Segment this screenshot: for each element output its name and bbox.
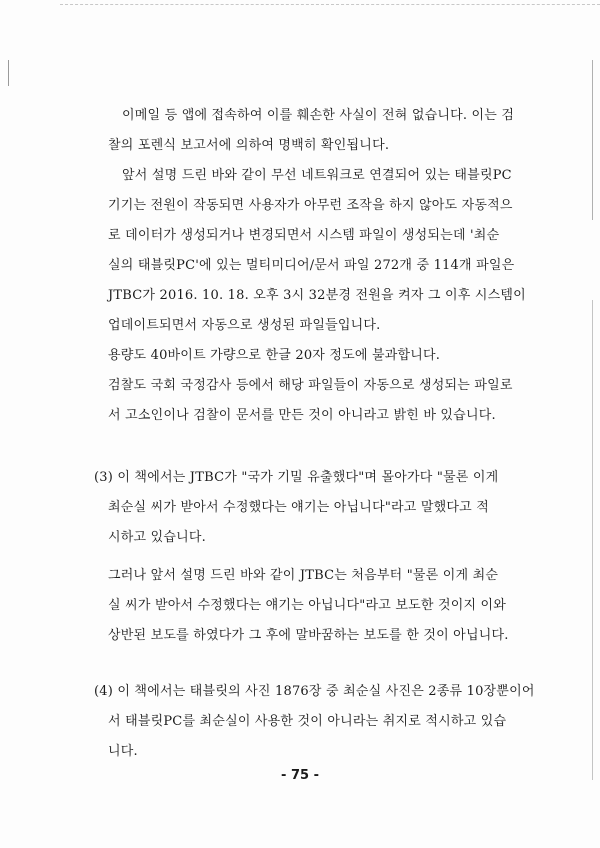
body-line: 실 씨가 받아서 수정했다는 얘기는 아닙니다"라고 보도한 것이지 이와 (108, 598, 507, 613)
body-line: JTBC가 2016. 10. 18. 오후 3시 32분경 전원을 켜자 그 이후 시스템이 (108, 288, 526, 303)
list-item-line: (4) 이 책에서는 태블릿의 사진 1876장 중 최순실 사진은 2종류 10장뿐이어 (94, 684, 535, 699)
body-line: 앞서 설명 드린 바와 같이 무선 네트워크로 연결되어 있는 태블릿PC (122, 168, 512, 183)
page-number: - 75 - (281, 768, 319, 783)
list-item-line: 시하고 있습니다. (108, 530, 206, 545)
left-margin-mark (8, 60, 9, 86)
list-item-line: 최순실 씨가 받아서 수정했다는 얘기는 아닙니다"라고 말했다고 적 (108, 500, 489, 515)
body-line: 이메일 등 앱에 접속하여 이를 훼손한 사실이 전혀 없습니다. 이는 검 (122, 108, 515, 123)
list-item-line: 니다. (108, 744, 138, 759)
body-line: 기기는 전원이 작동되면 사용자가 아무런 조작을 하지 않아도 자동적으 (108, 198, 513, 213)
body-line: 찰의 포렌식 보고서에 의하여 명백히 확인됩니다. (108, 138, 390, 153)
body-line: 서 고소인이나 검찰이 문서를 만든 것이 아니라고 밝힌 바 있습니다. (108, 408, 496, 423)
body-line: 상반된 보도를 하였다가 그 후에 말바꿈하는 보도를 한 것이 아닙니다. (108, 628, 509, 643)
right-margin-mark-lower (592, 300, 593, 780)
list-item-line: (3) 이 책에서는 JTBC가 "국가 기밀 유출했다"며 몰아가다 "물론 이게 (94, 470, 499, 485)
list-item-line: 서 태블릿PC를 최순실이 사용한 것이 아니라는 취지로 적시하고 있습 (108, 714, 507, 729)
body-line: 로 데이터가 생성되거나 변경되면서 시스템 파일이 생성되는데 '최순 (108, 228, 500, 243)
right-margin-mark (592, 60, 593, 220)
body-line: 검찰도 국회 국정감사 등에서 해당 파일들이 자동으로 생성되는 파일로 (108, 378, 513, 393)
top-scan-edge (60, 4, 600, 5)
body-line: 업데이트되면서 자동으로 생성된 파일들입니다. (108, 318, 381, 333)
body-line: 그러나 앞서 설명 드린 바와 같이 JTBC는 처음부터 "물론 이게 최순 (108, 568, 499, 583)
body-line: 실의 태블릿PC'에 있는 멀티미디어/문서 파일 272개 중 114개 파일은 (108, 258, 515, 273)
body-line: 용량도 40바이트 가량으로 한글 20자 정도에 불과합니다. (108, 348, 441, 363)
